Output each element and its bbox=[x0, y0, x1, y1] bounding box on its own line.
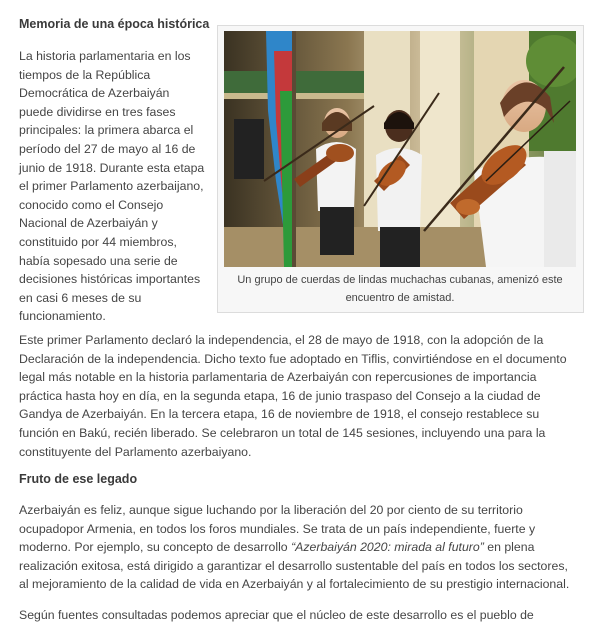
development-text-end: en plena realización exitosa, está dirigido a garantizar el desarrollo sustentable del país en todos los sectores, al mejoramiento de la calidad de vida en Azerbaiyán y al fortalecimiento de su prestigio internacional. bbox=[19, 540, 570, 592]
photo-figure bbox=[217, 25, 584, 313]
section-title-memoria: Memoria de una época histórica bbox=[19, 17, 210, 31]
section-title-fruto: Fruto de ese legado bbox=[19, 472, 138, 486]
development-plan-quote: “Azerbaiyán 2020: mirada al futuro” bbox=[291, 540, 484, 555]
paragraph-sources: Según fuentes consultadas podemos apreciar que el núcleo de este desarrollo es el pueblo de bbox=[19, 608, 534, 622]
development-text-start: Azerbaiyán es feliz, aunque sigue luchando por la liberación del 20 por ciento de su territorio ocupadopor Armenia, en todos los foros mundiales. Se trata de un país independiente, fuerte y moderno. Por ejemplo, su concepto de desarrollo bbox=[19, 503, 536, 555]
paragraph-independence: Este primer Parlamento declaró la independencia, el 28 de mayo de 1918, con la adopción de la Declaración de la independencia. Dicho texto fue adoptado en Tiflis, convirtiéndose en el documento legal más notable en la historia parlamentaria de Azerbaiyán con repercusiones de importancia práctica hasta hoy en día, en la segunda etapa, 16 de junio traspaso del Consejo a la ciudad de Gandya de Azerbaiyán. En la tercera etapa, 16 de noviembre de 1918, el consejo restablece su función en Bakú, recién liberado. Se celebraron un total de 145 sesiones, incluyendo una para la constituyente del Parlamento azerbaiyano. bbox=[19, 333, 567, 459]
paragraph-development bbox=[19, 501, 579, 594]
violinists-photo bbox=[224, 31, 576, 267]
photo-caption: Un grupo de cuerdas de lindas muchachas cubanas, amenizó este encuentro de amistad. bbox=[237, 274, 563, 304]
paragraph-intro: La historia parlamentaria en los tiempos de la República Democrática de Azerbaiyán puede dividirse en tres fases principales: la primera abarca el período del 27 de mayo al 16 de junio de 1918. Durante esta etapa el primer Parlamento azerbaijano, conocido como el Consejo Nacional de Azerbaiyán y constituido por 44 miembros, había sopesado una serie de decisiones históricas importantes en casi 6 meses de su funcionamiento. bbox=[19, 49, 205, 324]
